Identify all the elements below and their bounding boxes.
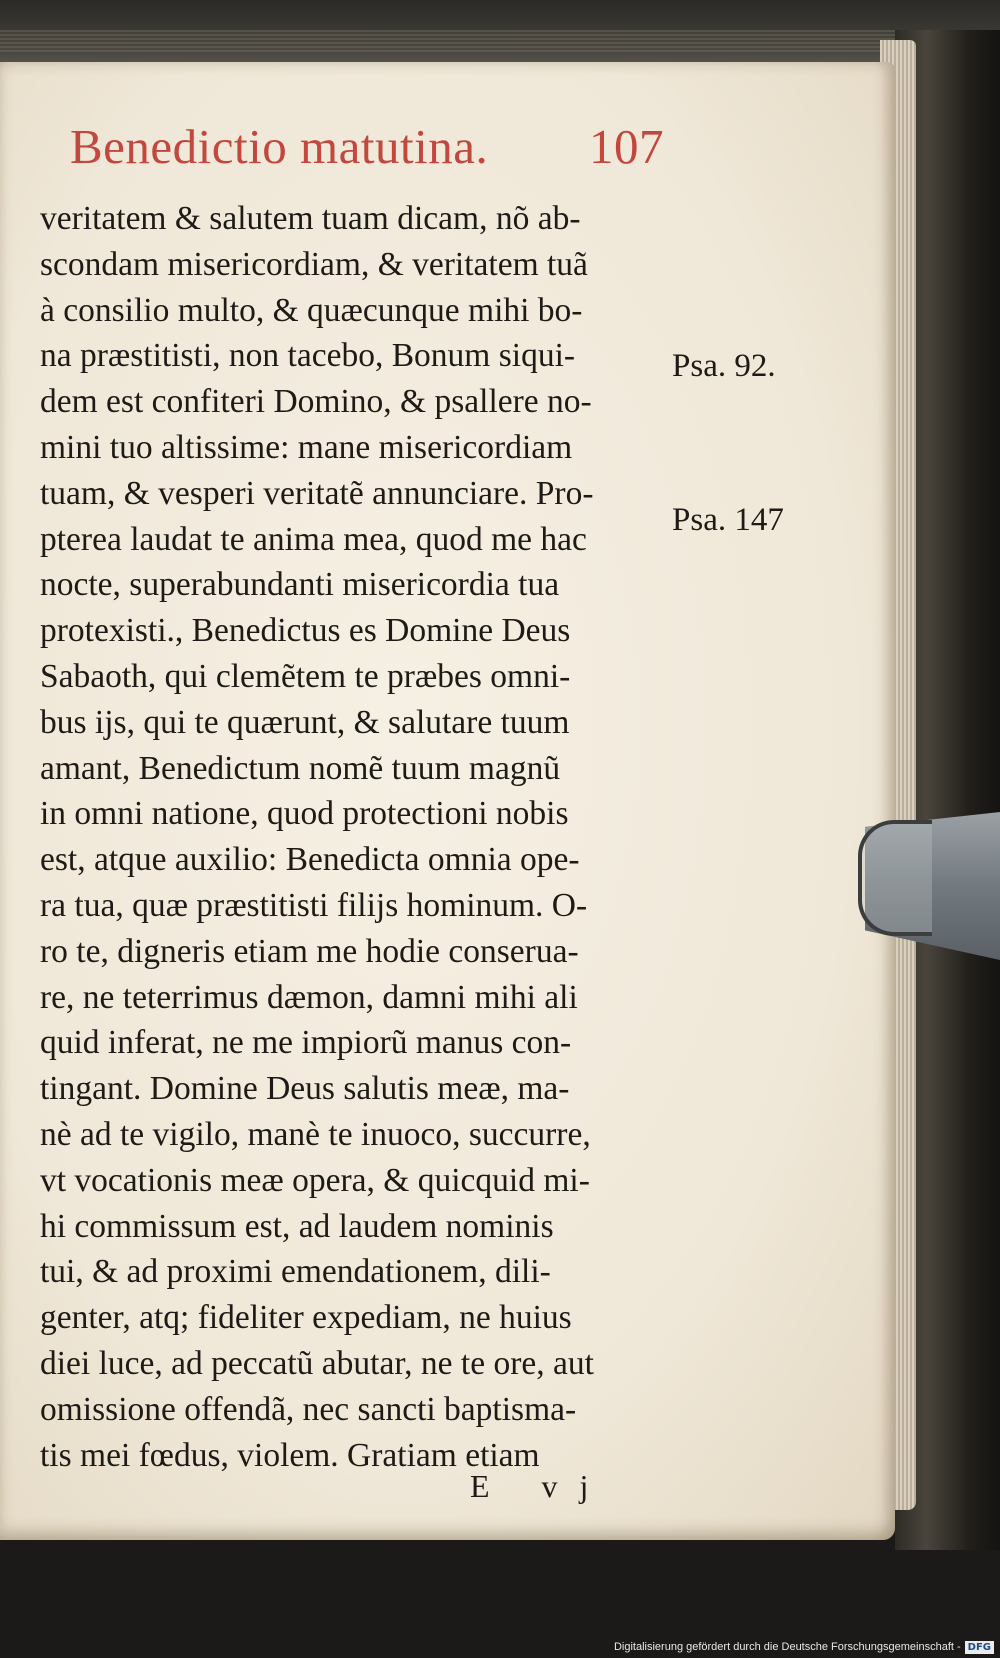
body-text bbox=[40, 196, 660, 1478]
text-line: genter, atq; fideliter expediam, ne huius bbox=[40, 1299, 572, 1337]
text-line: vt vocationis meæ opera, & quicquid mi- bbox=[40, 1161, 590, 1199]
text-line: re, ne teterrimus dæmon, damni mihi ali bbox=[40, 978, 578, 1016]
text-line: ro te, digneris etiam me hodie conserua- bbox=[40, 932, 579, 970]
text-line: est, atque auxilio: Benedicta omnia ope- bbox=[40, 841, 580, 879]
credit-text: Digitalisierung gefördert durch die Deutsche Forschungsgemeinschaft - bbox=[613, 1641, 961, 1653]
signature-mark: E vj bbox=[470, 1468, 611, 1504]
text-line: tui, & ad proximi emendationem, dili- bbox=[40, 1253, 551, 1291]
margin-note-psalm-92: Psa. 92. bbox=[672, 348, 776, 384]
text-line: scondam misericordiam, & veritatem tuã bbox=[40, 245, 588, 283]
text-line: protexisti., Benedictus es Domine Deus bbox=[40, 612, 571, 650]
text-line: nè ad te vigilo, manè te inuoco, succurre, bbox=[40, 1115, 591, 1153]
text-line: ra tua, quæ præstitisti filijs hominum. O- bbox=[40, 886, 588, 924]
text-line: mini tuo altissime: mane misericordiam bbox=[40, 428, 573, 466]
text-line: in omni natione, quod protectioni nobis bbox=[40, 795, 569, 833]
metal-clip-loop bbox=[858, 820, 932, 936]
text-line: diei luce, ad peccatũ abutar, ne te ore, aut bbox=[40, 1344, 594, 1382]
digitization-credit bbox=[614, 1638, 994, 1656]
margin-note-psalm-147: Psa. 147 bbox=[672, 502, 784, 538]
text-line: tingant. Domine Deus salutis meæ, ma- bbox=[40, 1070, 570, 1108]
page-number: 107 bbox=[589, 119, 664, 174]
text-line: hi commissum est, ad laudem nominis bbox=[40, 1207, 554, 1245]
text-line: pterea laudat te anima mea, quod me hac bbox=[40, 520, 587, 558]
text-line: Sabaoth, qui clemẽtem te præbes omni- bbox=[40, 657, 571, 695]
text-line: tis mei fœdus, violem. Gratiam etiam bbox=[40, 1436, 540, 1474]
text-line: na præstitisti, non tacebo, Bonum siqui- bbox=[40, 337, 576, 375]
text-line: veritatem & salutem tuam dicam, nõ ab- bbox=[40, 200, 581, 237]
running-head-title: Benedictio matutina. bbox=[70, 119, 489, 174]
text-line: amant, Benedictum nomẽ tuum magnũ bbox=[40, 749, 561, 787]
text-line: nocte, superabundanti misericordia tua bbox=[40, 566, 560, 604]
text-line: à consilio multo, & quæcunque mihi bo- bbox=[40, 291, 583, 329]
text-line: quid inferat, ne me impiorũ manus con- bbox=[40, 1024, 572, 1062]
running-head bbox=[70, 118, 664, 182]
text-line: tuam, & vesperi veritatẽ annunciare. Pro- bbox=[40, 474, 594, 512]
text-line: bus ijs, qui te quærunt, & salutare tuum bbox=[40, 703, 570, 741]
text-line: dem est confiteri Domino, & psallere no- bbox=[40, 383, 592, 421]
dfg-logo: DFG bbox=[965, 1641, 994, 1654]
text-line: omissione offendã, nec sancti baptisma- bbox=[40, 1390, 577, 1428]
